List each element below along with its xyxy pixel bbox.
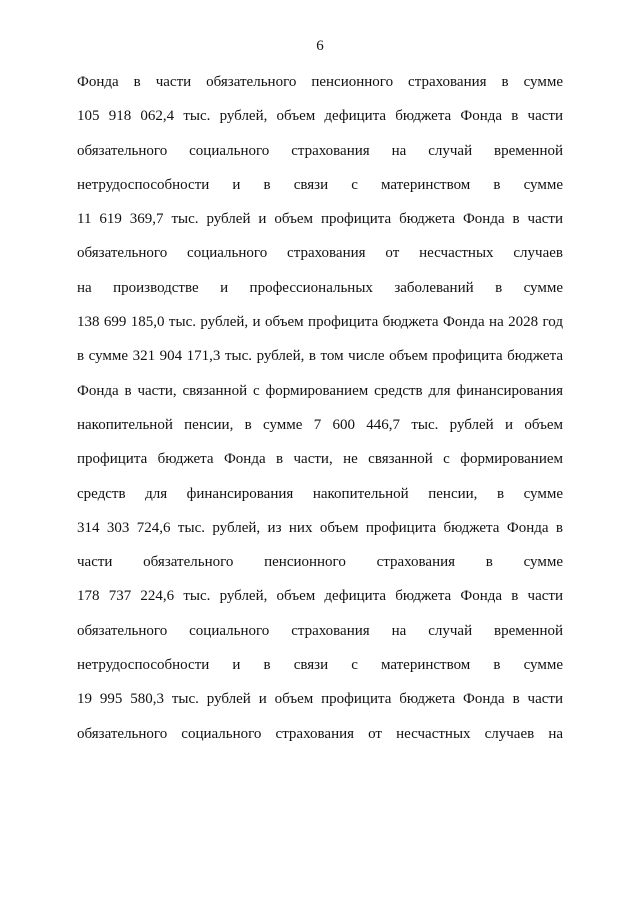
text-line: Фонда в части обязательного пенсионного страхования в сумме <box>77 74 563 90</box>
text-line: 19 995 580,3 тыс. рублей и объем профицита бюджета Фонда в части <box>77 691 563 708</box>
text-line: нетрудоспособности и в связи с материнством в сумме <box>77 176 563 193</box>
text-line: 105 918 062,4 тыс. рублей, объем дефицита бюджета Фонда в части <box>77 108 563 125</box>
text-line: нетрудоспособности и в связи с материнством в сумме <box>77 657 563 674</box>
text-line: профицита бюджета Фонда в части, не связанной с формированием <box>77 451 563 468</box>
text-line: 138 699 185,0 тыс. рублей, и объем профицита бюджета Фонда на 2028 год <box>77 314 563 331</box>
page-number: 6 <box>316 38 324 54</box>
text-line: накопительной пенсии, в сумме 7 600 446,7 тыс. рублей и объем <box>77 416 563 433</box>
text-line: 314 303 724,6 тыс. рублей, из них объем профицита бюджета Фонда в <box>77 519 563 536</box>
text-line: обязательного социального страхования от несчастных случаев <box>77 245 563 262</box>
text-line: обязательного социального страхования на случай временной <box>77 622 563 639</box>
text-line: части обязательного пенсионного страхования в сумме <box>77 554 563 571</box>
body-text <box>77 73 563 759</box>
text-line: на производстве и профессиональных заболеваний в сумме <box>77 279 563 296</box>
text-line: средств для финансирования накопительной пенсии, в сумме <box>77 485 563 502</box>
text-line: обязательного социального страхования на случай временной <box>77 142 563 159</box>
text-line: 178 737 224,6 тыс. рублей, объем дефицита бюджета Фонда в части <box>77 588 563 605</box>
text-line: Фонда в части, связанной с формированием средств для финансирования <box>77 382 563 399</box>
text-line: обязательного социального страхования от несчастных случаев на <box>77 725 563 742</box>
text-line: 11 619 369,7 тыс. рублей и объем профицита бюджета Фонда в части <box>77 211 563 228</box>
text-line: в сумме 321 904 171,3 тыс. рублей, в том числе объем профицита бюджета <box>77 348 563 365</box>
